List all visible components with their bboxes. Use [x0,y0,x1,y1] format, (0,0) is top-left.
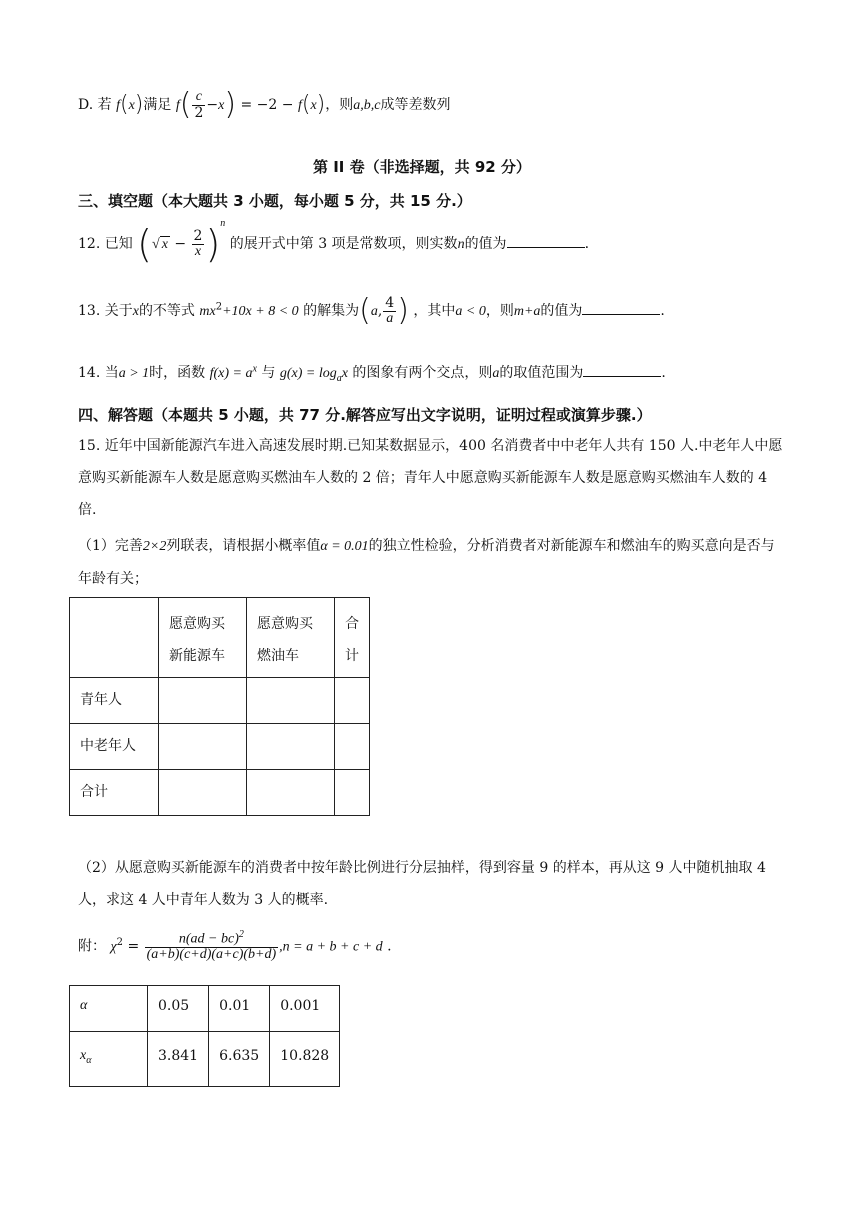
alpha-label: α [70,986,148,1032]
chi-square-fraction: $\frac{n(ad - bc)^2}{(a+b)(c+d)(a+c)(b+d)}$ [146,929,277,963]
x-alpha-label: $x_\alpha$ [70,1032,148,1087]
answer-blank[interactable] [583,362,661,377]
table-cell[interactable] [247,724,335,770]
table-header-new-energy: 愿意购买新能源车 [159,598,247,678]
appendix-formula: 附： $\chi^2$ = $\frac{n(ad - bc)^2}{(a+b)(c+d)(a+c)(b+d)}$ ,n = a + b + c + d . [78,929,392,963]
contingency-table [69,597,370,816]
question-15-intro: 15. 近年中国新能源汽车进入高速发展时期.已知某数据显示，400 名消费者中中老年人共有 150 人.中老年人中愿意购买新能源车人数是愿意购买燃油车人数的 2 倍；青年人中愿意购买新能源车人数是愿意购买燃油车人数的 4 倍. [78,438,783,518]
table-cell[interactable] [159,770,247,816]
table-header-fuel: 愿意购买燃油车 [247,598,335,678]
fraction-c-over-2: $\frac{c}{2}$ [194,89,204,121]
table-cell[interactable] [159,724,247,770]
option-d: D. 若 f(x)满足 f( $\frac{c}{2}$ −x) = −2 − f(x)，则a,b,c成等差数列 [78,87,451,123]
question-15-part1: （1）完善2×2列联表，请根据小概率值α = 0.01的独立性检验，分析消费者对新能源车和燃油车的购买意向是否与年龄有关； [78,538,775,587]
critical-value: 10.828 [270,1032,340,1087]
table-row-label: 中老年人 [70,724,159,770]
section4-title: 四、解答题（本题共 5 小题，共 77 分.解答应写出文字说明，证明过程或演算步骤.） [78,406,652,424]
question-12: 12. 已知 (√ x − $\frac{2}{x}$ )$^n$ 的展开式中第 3 项是常数项，则实数n的值为 . [78,218,590,266]
table-cell[interactable] [335,770,370,816]
table-cell[interactable] [335,724,370,770]
answer-blank[interactable] [582,300,660,315]
table-cell[interactable] [247,770,335,816]
critical-value-table [69,985,340,1087]
alpha-value: 0.05 [148,986,209,1032]
question-15-part2: （2）从愿意购买新能源车的消费者中按年龄比例进行分层抽样，得到容量 9 的样本，再从这 9 人中随机抽取 4 人，求这 4 人中青年人数为 3 人的概率. [78,860,766,908]
table-cell[interactable] [247,678,335,724]
answer-blank[interactable] [507,233,585,248]
critical-value: 3.841 [148,1032,209,1087]
table-row-label: 合计 [70,770,159,816]
table-header-empty [70,598,159,678]
part2-title: 第 II 卷（非选择题，共 92 分） [313,158,531,176]
table-header-total: 合计 [335,598,370,678]
table-cell[interactable] [159,678,247,724]
section3-title: 三、填空题（本大题共 3 小题，每小题 5 分，共 15 分.） [78,192,472,210]
table-row-label: 青年人 [70,678,159,724]
question-13: 13. 关于x的不等式 $mx^2+10x + 8 < 0$ 的解集为(a, $\frac{4}{a}$ ) ，其中a < 0，则m+a的值为 . [78,293,665,329]
table-cell[interactable] [335,678,370,724]
critical-value: 6.635 [209,1032,270,1087]
question-14: 14. 当a > 1时，函数 $f(x) = a^x$ 与 $g(x) = \log_ax$ 的图象有两个交点，则a的取值范围为 . [78,363,666,384]
alpha-value: 0.001 [270,986,340,1032]
alpha-value: 0.01 [209,986,270,1032]
